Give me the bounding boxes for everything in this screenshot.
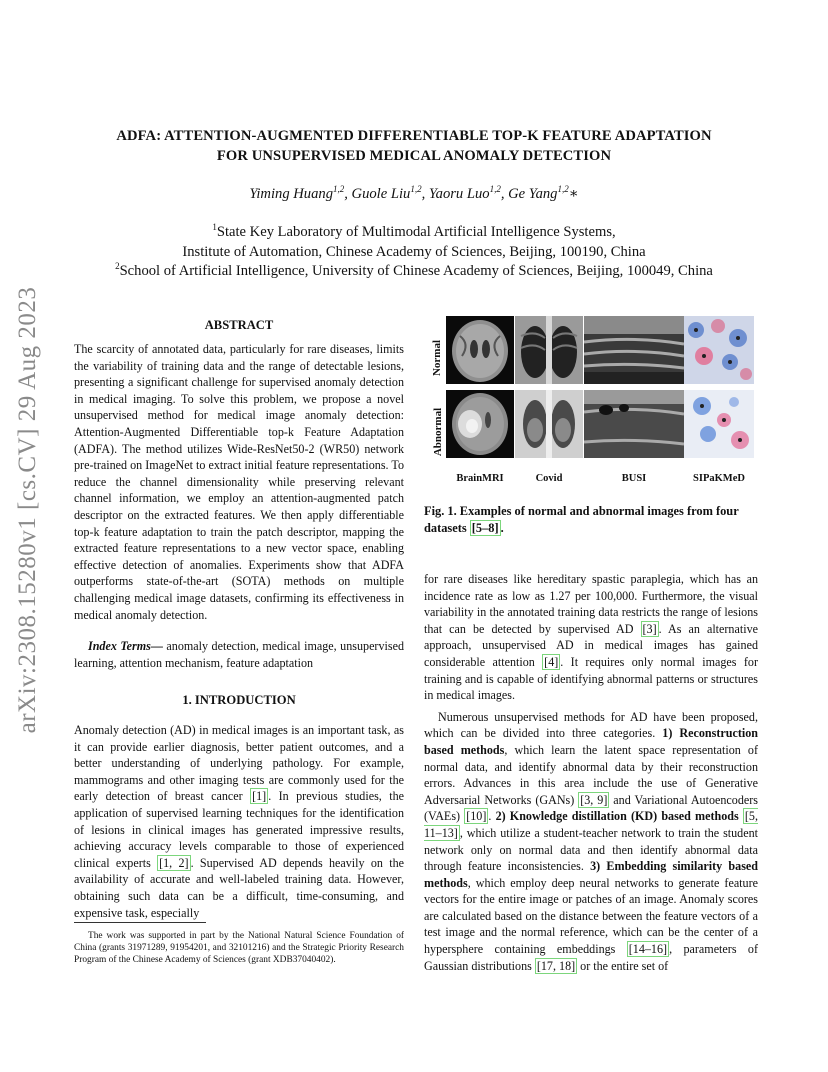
affil-sup: 1 [212, 222, 217, 232]
sipakmed-abnormal-image [684, 390, 754, 458]
text-run: Numerous unsupervised methods for AD have been proposed, which can be divided into three categories. [424, 709, 758, 741]
affil-sup: 2 [115, 261, 120, 271]
author-separator: , [421, 186, 429, 202]
index-terms [74, 638, 404, 671]
author-affil-sup: 1,2 [410, 184, 422, 194]
citation-link[interactable]: [4] [544, 654, 559, 669]
abstract-text: The scarcity of annotated data, particularly for rare diseases, limits the variability of training data and the range of detectable lesions, presenting a significant challenge for supervised anomaly detection in medical imaging. To solve this problem, we propose a novel unsupervised method for medical image anomaly detection: Attention-Augmented Differentiable top-k Feature Adaptation (ADFA). The method utilizes Wide-ResNet50-2 (WR50) network pre-trained on ImageNet to extract initial feature representations. To reduce the channel dimensionality while preserving relevant channel information, we employ an attention-augmented patch descriptor on the extracted features. We then apply differentiable top-k feature adaptation to train the patch descriptor, mapping the extracted feature representations to a new vector space, enabling effective detection of anomalies. Experiments show that ADFA outperforms state-of-the-art (SOTA) methods on multiple challenging medical image datasets, confirming its effectiveness in medical anomaly detection. [74, 342, 404, 622]
author-name: Ge Yang [508, 186, 558, 202]
author-name: Yaoru Luo [428, 186, 490, 202]
caption-label: Fig. 1 [424, 504, 454, 518]
footnote-text: The work was supported in part by the National Natural Science Foundation of China (grants 31971289, 91954201, and 32101216) and the Strategic Priority Research Program of the Chinese Academy of Sciences (grant XDB37040402). [74, 931, 404, 966]
text-run: Anomaly detection (AD) in medical images is an important task, as it can provide earlier diagnosis, better patient outcomes, and a better understanding of underlying pathology. For example, mammograms and other imaging tests are commonly used for the early detection of breast cancer [74, 723, 404, 804]
col-label-busi: BUSI [621, 473, 647, 484]
covid-abnormal-image [515, 390, 583, 458]
bold-run: 3) Embedding similarity based methods [424, 859, 758, 890]
affiliation-1-line-2: Institute of Automation, Chinese Academy of Sciences, Beijing, 100190, China [182, 244, 646, 260]
abstract-heading: ABSTRACT [204, 318, 274, 332]
text-run: . It requires only normal images for training and is capable of identifying abnormal patterns or structures in medical images. [424, 654, 758, 703]
text-run: , which utilize a student-teacher network to train the student network only on normal data and then identify abnormal data through feature inconsistencies. [424, 825, 758, 874]
author-affil-sup: 1,2 [489, 184, 501, 194]
figure-1 [424, 316, 758, 496]
covid-normal-image [515, 316, 583, 384]
text-run: . [488, 809, 496, 824]
introduction-paragraph [74, 722, 404, 921]
brainmri-normal-image [446, 316, 514, 384]
paper-title-line-1: ADFA: ATTENTION-AUGMENTED DIFFERENTIABLE TOP-K FEATURE ADAPTATION [116, 128, 712, 144]
paper-title-line-2: FOR UNSUPERVISED MEDICAL ANOMALY DETECTION [216, 148, 612, 164]
paragraph [424, 709, 758, 975]
citation-link[interactable]: [5, 11–13] [424, 809, 758, 840]
corresponding-author-mark: ∗ [568, 186, 579, 202]
citation-link[interactable]: [5–8] [471, 520, 499, 535]
text-run: , which employ deep neural networks to generate feature vectors for the entire image or patches of an image. Anomaly scores are calculated based on the distance between the feature vectors of a test image and the normal reference, which can be the center of a hypersphere containing embeddings [424, 875, 758, 957]
text-run: , which learn the latent space representation of normal data, and identify abnormal data by their reconstruction errors. Advances in this area include the use of Generative Adversarial Networks (GANs) [424, 742, 758, 807]
citation-link[interactable]: [10] [466, 809, 487, 824]
text-run: . As an alternative approach, unsupervised AD in medical images has gained considerable attention [424, 621, 758, 669]
right-column-text [424, 571, 758, 974]
caption-text: . Examples of normal and abnormal images from four datasets [424, 504, 739, 535]
row-label-normal: Normal [431, 339, 443, 377]
author-list [0, 185, 828, 203]
sipakmed-normal-image [684, 316, 754, 384]
abstract-body [74, 341, 404, 623]
introduction-heading: 1. INTRODUCTION [182, 693, 296, 707]
col-label-covid: Covid [535, 473, 563, 484]
figure-1-caption [424, 503, 758, 536]
busi-normal-image [584, 316, 684, 384]
col-label-sipakmed: SIPaKMeD [693, 473, 745, 484]
author-name: Guole Liu [351, 186, 411, 202]
text-run: for rare diseases like hereditary spastic paraplegia, which has an incidence rate as low as 1.27 per 100,000. Furthermore, the visual variability in the annotated training data restricts the range of lesions that can be detected by supervised AD [424, 572, 758, 636]
brainmri-abnormal-image [446, 390, 514, 458]
bold-run: 2) Knowledge distillation (KD) based methods [495, 809, 739, 824]
author-affil-sup: 1,2 [333, 184, 345, 194]
index-terms-text: anomaly detection, medical image, unsupervised learning, attention mechanism, feature adaptation [74, 639, 404, 670]
text-run: or the entire set of [577, 958, 669, 973]
affiliation-2 [0, 263, 828, 280]
index-terms-label: Index Terms— [88, 639, 163, 653]
text-run: . Supervised AD depends heavily on the availability of accurate and well-labeled training data. However, obtaining such data can be a difficult, time-consuming, and expensive task, especially [74, 855, 404, 920]
author-name: Yiming Huang [249, 186, 333, 202]
arxiv-identifier-stamp [8, 250, 48, 770]
citation-link[interactable]: [14–16] [628, 942, 668, 957]
citation-link[interactable]: [3, 9] [580, 792, 608, 807]
caption-text: . [500, 520, 504, 535]
affiliation-1-line-1 [0, 224, 828, 241]
funding-footnote [74, 930, 404, 967]
text-run: . In previous studies, the application of supervised learning techniques for the identification of lesions in clinical images has generated impressive results, achieving accuracy levels comparable to those of experienced clinical experts [74, 789, 404, 870]
busi-abnormal-image [584, 390, 684, 458]
row-label-abnormal: Abnormal [432, 407, 444, 457]
bold-run: 1) Reconstruction based methods [424, 726, 759, 757]
affil-text: State Key Laboratory of Multimodal Artificial Intelligence Systems, [216, 224, 616, 240]
citation-link[interactable]: [17, 18] [536, 958, 576, 973]
footnote-rule [74, 922, 206, 923]
arxiv-identifier-text: arXiv:2308.15280v1 [cs.CV] 29 Aug 2023 [14, 286, 41, 734]
col-label-brainmri: BrainMRI [456, 473, 504, 484]
citation-link[interactable]: [1, 2] [159, 855, 189, 870]
text-run: , parameters of Gaussian distributions [424, 942, 758, 973]
affil-text: School of Artificial Intelligence, University of Chinese Academy of Sciences, Beijing, 100049, China [119, 263, 713, 279]
author-separator: , [500, 186, 509, 202]
text-run: and Variational Autoencoders (VAEs) [424, 792, 758, 824]
citation-link[interactable]: [1] [252, 789, 267, 804]
citation-link[interactable]: [3] [642, 621, 657, 636]
author-separator: , [344, 186, 352, 202]
author-affil-sup: 1,2 [557, 184, 569, 194]
paragraph [424, 571, 758, 704]
